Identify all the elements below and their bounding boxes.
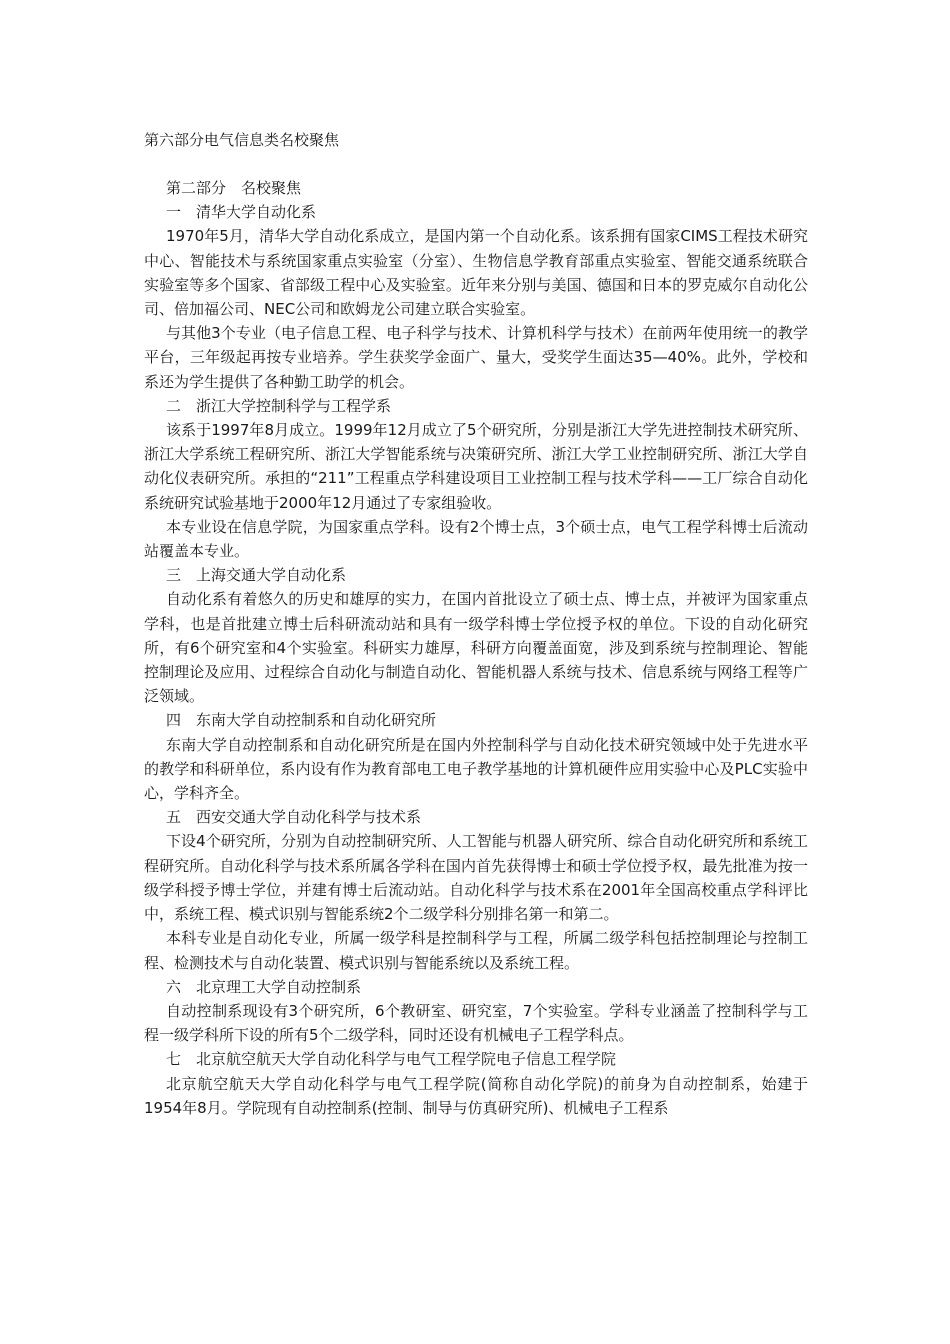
school-heading-7: 七 北京航空航天大学自动化科学与电气工程学院电子信息工程学院 (166, 1050, 617, 1069)
paragraph: 东南大学自动控制系和自动化研究所是在国内外控制科学与自动化技术研究领域中处于先进水平的教学和科研单位，系内设有作为教育部电工电子教学基地的计算机硬件应用实验中心及PLC实验中心，学科齐全。 (144, 735, 808, 803)
school-heading-1: 一 清华大学自动化系 (166, 203, 317, 222)
section-heading: 第二部分 名校聚焦 (166, 179, 302, 197)
paragraph: 北京航空航天大学自动化科学与电气工程学院(简称自动化学院)的前身为自动控制系，始建于1954年8月。学院现有自动控制系(控制、制导与仿真研究所)、机械电子工程系 (144, 1074, 808, 1117)
school-heading-2: 二 浙江大学控制科学与工程学系 (166, 396, 392, 415)
paragraph: 与其他3个专业（电子信息工程、电子科学与技术、计算机科学与技术）在前两年使用统一的教学平台，三年级起再按专业培养。学生获奖学金面广、量大，受奖学生面达35—40%。此外，学校和系还为学生提供了各种勤工助学的机会。 (144, 324, 808, 391)
document-title: 第六部分电气信息类名校聚焦 (144, 131, 340, 149)
school-heading-3: 三 上海交通大学自动化系 (166, 566, 347, 585)
paragraph: 下设4个研究所，分别为自动控制研究所、人工智能与机器人研究所、综合自动化研究所和系统工程研究所。自动化科学与技术系所属各学科在国内首先获得博士和硕士学位授予权，最先批准为按一级学科授予博士学位，并建有博士后流动站。自动化科学与技术系在2001年全国高校重点学科评比中，系统工程、模式识别与智能系统2个二级学科分别排名第一和第二。 (144, 832, 808, 924)
paragraph: 该系于1997年8月成立。1999年12月成立了5个研究所，分别是浙江大学先进控制技术研究所、浙江大学系统工程研究所、浙江大学智能系统与决策研究所、浙江大学工业控制研究所、浙江大学自动化仪表研究所。承担的“211”工程重点学科建设项目工业控制工程与技术学科——工厂综合自动化系统研究试验基地于2000年12月通过了专家组验收。 (144, 421, 808, 512)
paragraph: 自动控制系现设有3个研究所，6个教研室、研究室，7个实验室。学科专业涵盖了控制科学与工程一级学科所下设的所有5个二级学科，同时还设有机械电子工程学科点。 (144, 1001, 808, 1045)
paragraph: 本科专业是自动化专业，所属一级学科是控制科学与工程，所属二级学科包括控制理论与控制工程、检测技术与自动化装置、模式识别与智能系统以及系统工程。 (144, 929, 808, 972)
school-heading-4: 四 东南大学自动控制系和自动化研究所 (166, 711, 437, 730)
paragraph: 1970年5月，清华大学自动化系成立，是国内第一个自动化系。该系拥有国家CIMS工程技术研究中心、智能技术与系统国家重点实验室（分室）、生物信息学教育部重点实验室、智能交通系统联合实验室等多个国家、省部级工程中心及实验室。近年来分别与美国、德国和日本的罗克威尔自动化公司、倍加福公司、NEC公司和欧姆龙公司建立联合实验室。 (144, 227, 808, 319)
document-body (144, 176, 808, 1120)
paragraph: 自动化系有着悠久的历史和雄厚的实力，在国内首批设立了硕士点、博士点，并被评为国家重点学科，也是首批建立博士后科研流动站和具有一级学科博士学位授予权的单位。下设的自动化研究所，有6个研究室和4个实验室。科研实力雄厚，科研方向覆盖面宽，涉及到系统与控制理论、智能控制理论及应用、过程综合自动化与制造自动化、智能机器人系统与技术、信息系统与网络工程等广泛领域。 (144, 590, 808, 706)
school-heading-6: 六 北京理工大学自动控制系 (166, 977, 362, 996)
paragraph: 本专业设在信息学院，为国家重点学科。设有2个博士点，3个硕士点，电气工程学科博士后流动站覆盖本专业。 (144, 517, 808, 561)
school-heading-5: 五 西安交通大学自动化科学与技术系 (166, 808, 422, 827)
